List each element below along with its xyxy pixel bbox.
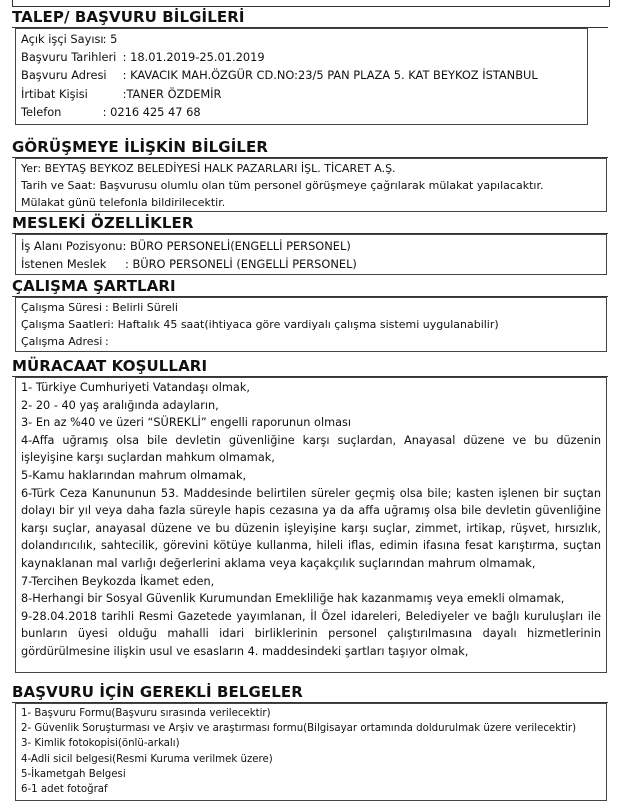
calisma-row-label: Çalışma Saatleri bbox=[21, 318, 111, 331]
talep-row-value: : 5 bbox=[102, 32, 118, 46]
talep-row-value: : 0216 425 47 68 bbox=[102, 104, 201, 119]
mesleki-row-value: : BÜRO PERSONELİ(ENGELLİ PERSONEL) bbox=[122, 239, 351, 253]
talep-row-value: : 18.01.2019-25.01.2019 bbox=[122, 50, 265, 65]
muracaat-item: 5-Kamu haklarından mahrum olmamak, bbox=[21, 468, 247, 482]
talep-row bbox=[21, 30, 582, 48]
calisma-row bbox=[21, 316, 601, 333]
top-border bbox=[12, 0, 610, 7]
calisma-row-value: : Belirli Süreli bbox=[105, 301, 178, 314]
gorusme-tarih: Tarih ve Saat: Başvurusu olumlu olan tüm personel görüşmeye çağrılarak mülakat yapılacaktır. bbox=[21, 179, 544, 192]
section-title-belgeler: BAŞVURU İÇİN GEREKLİ BELGELER bbox=[12, 683, 303, 701]
mesleki-box bbox=[15, 234, 607, 275]
belgeler-item: 1- Başvuru Formu(Başvuru sırasında verilecektir) bbox=[21, 708, 271, 719]
calisma-row-value: : bbox=[105, 335, 109, 348]
section-title-talep: TALEP/ BAŞVURU BİLGİLERİ bbox=[12, 8, 245, 26]
muracaat-item: 9-28.04.2018 tarihli Resmi Gazetede yayımlanan, İl Özel idareleri, Belediyeler ve bağlı kuruluşları ile bunların üyesi olduğu mahalli idari birliklerinin personel çalıştırılmasına dayalı hizmetlerinin gördürülmesine ilişkin usul ve esasların 4. maddesindeki şartları taşıyor olmak, bbox=[21, 609, 601, 658]
talep-row-label: İrtibat Kişisi bbox=[21, 86, 88, 101]
section-title-gorusme: GÖRÜŞMEYE İLİŞKİN BİLGİLER bbox=[12, 138, 269, 156]
gorusme-box bbox=[15, 158, 607, 212]
mesleki-row bbox=[21, 237, 601, 255]
calisma-row-label: Çalışma Adresi bbox=[21, 335, 103, 348]
belgeler-item: 4-Adli sicil belgesi(Resmi Kuruma verilmek üzere) bbox=[21, 753, 273, 765]
calisma-row-value: : Haftalık 45 saat(ihtiyaca göre vardiyalı çalışma sistemi uygulanabilir) bbox=[110, 318, 499, 331]
talep-row-value: : KAVACIK MAH.ÖZGÜR CD.NO:23/5 PAN PLAZA 5. KAT BEYKOZ İSTANBUL bbox=[122, 68, 538, 83]
calisma-box bbox=[15, 297, 607, 352]
belgeler-item: 6-1 adet fotoğraf bbox=[21, 784, 108, 796]
gorusme-yer: Yer: BEYTAŞ BEYKOZ BELEDİYESİ HALK PAZARLARI İŞL. TİCARET A.Ş. bbox=[21, 162, 396, 175]
mesleki-row-value: : BÜRO PERSONELİ (ENGELLİ PERSONEL) bbox=[125, 257, 357, 271]
calisma-row-label: Çalışma Süresi bbox=[21, 301, 103, 314]
belgeler-item: 2- Güvenlik Soruşturması ve Arşiv ve araştırması formu(Bilgisayar ortamında doldurulmak üzere verilecektir) bbox=[21, 723, 577, 735]
talep-row-label: Açık işçi Sayısı bbox=[21, 32, 104, 46]
talep-row bbox=[21, 85, 582, 103]
calisma-row bbox=[21, 333, 601, 350]
calisma-row bbox=[21, 299, 601, 316]
section-title-muracaat: MÜRACAAT KOŞULLARI bbox=[12, 357, 208, 375]
mesleki-row-label: İş Alanı Pozisyonu bbox=[21, 239, 123, 253]
talep-row bbox=[21, 48, 582, 66]
mesleki-row bbox=[21, 255, 601, 273]
muracaat-item: 2- 20 - 40 yaş aralığında adayların, bbox=[21, 398, 219, 412]
gorusme-mulakat: Mülakat günü telefonla bildirilecektir. bbox=[21, 196, 226, 209]
talep-row bbox=[21, 103, 582, 121]
mesleki-row-label: İstenen Meslek bbox=[21, 257, 107, 271]
talep-row-value: :TANER ÖZDEMİR bbox=[122, 86, 222, 101]
section-title-calisma: ÇALIŞMA ŞARTLARI bbox=[12, 277, 176, 295]
talep-row-label: Başvuru Adresi bbox=[21, 68, 107, 83]
muracaat-item: 8-Herhangi bir Sosyal Güvenlik Kurumundan Emekliliğe hak kazanmamış veya emekli olmamak, bbox=[21, 592, 565, 606]
muracaat-item: 7-Tercihen Beykozda İkamet eden, bbox=[21, 574, 215, 588]
muracaat-item: 6-Türk Ceza Kanununun 53. Maddesinde belirtilen süreler geçmiş olsa bile; kasten işlenen bir suçtan dolayı bir yıl veya daha fazla süreyle hapis cezasına ya da affa uğramış olsa bile devletin güvenliğine karşı suçlar, anayasal düzene ve bu düzenin işleyişine karşı suçlar, zimmet, irtikap, rüşvet, hırsızlık, dolandırıcılık, sahtecilik, görevini kötüye kullanma, hileli iflas, edimin ifasına fesat karıştırma, suçtan kaynaklanan mal varlığı değerlerini aklama veya kaçakçılık suçlarından mahrum olmamak, bbox=[21, 486, 601, 570]
belgeler-item: 3- Kimlik fotokopisi(önlü-arkalı) bbox=[21, 738, 180, 750]
muracaat-item: 3- En az %40 ve üzeri “SÜREKLİ” engelli raporunun olması bbox=[21, 416, 352, 430]
belgeler-box bbox=[15, 703, 607, 801]
muracaat-box bbox=[15, 377, 607, 673]
talep-row bbox=[21, 66, 582, 84]
talep-box bbox=[15, 28, 588, 125]
belgeler-item: 5-İkametgah Belgesi bbox=[21, 768, 126, 780]
muracaat-item: 1- Türkiye Cumhuriyeti Vatandaşı olmak, bbox=[21, 381, 250, 394]
talep-row-label: Başvuru Tarihleri bbox=[21, 50, 117, 65]
muracaat-item: 4-Affa uğramış olsa bile devletin güvenliğine karşı suçlardan, Anayasal düzene ve bu düzenin işleyişine karşı suçlardan mahkum olmamak, bbox=[21, 433, 601, 465]
talep-row-label: Telefon bbox=[21, 104, 62, 119]
section-title-mesleki: MESLEKİ ÖZELLİKLER bbox=[12, 214, 194, 232]
